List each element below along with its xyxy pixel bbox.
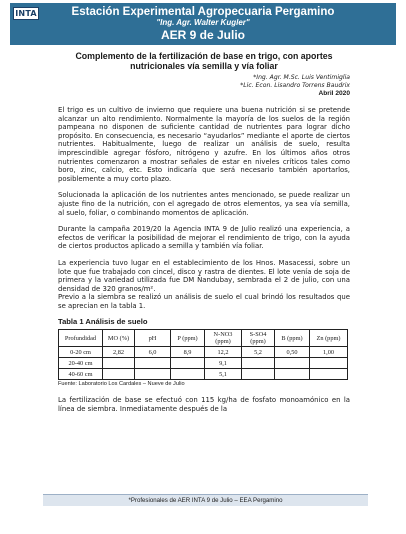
author-2: *Lic. Econ. Lisandro Torrens Baudrix	[240, 82, 350, 89]
table-cell: 5,1	[205, 369, 242, 380]
station-subtitle: "Ing. Agr. Walter Kugler"	[156, 18, 250, 27]
table-cell: 20-40 cm	[59, 358, 103, 369]
table-header-cell: B (ppm)	[275, 330, 310, 347]
table-cell: 0-20 cm	[59, 347, 103, 358]
table-cell	[135, 358, 171, 369]
inta-logo-text: INTA	[15, 9, 37, 18]
table-cell: 9,1	[205, 358, 242, 369]
table-cell	[103, 358, 135, 369]
article-body	[58, 45, 350, 414]
table-cell: 2,82	[103, 347, 135, 358]
table-header-cell: pH	[135, 330, 171, 347]
paragraph-2: Solucionada la aplicación de los nutrientes antes mencionado, se puede realizar un ajuste fino de la nutrición, con el agregado de otros elementos, ya sea vía semilla, al suelo, foliar, o combinando momentos de aplicación.	[58, 191, 350, 217]
author-1: *Ing. Agr. M.Sc. Luis Ventimiglia	[253, 74, 350, 81]
table-cell: 40-60 cm	[59, 369, 103, 380]
paragraph-5: Previo a la siembra se realizó un análisis de suelo el cual brindó los resultados que se aprecian en la tabla 1.	[58, 293, 350, 310]
table-cell	[275, 369, 310, 380]
table-row	[59, 358, 348, 369]
table-row	[59, 347, 348, 358]
station-title: Estación Experimental Agropecuaria Pergamino	[71, 6, 335, 18]
agency-name: AER 9 de Julio	[160, 28, 246, 42]
table-header-cell: P (ppm)	[171, 330, 205, 347]
article-title-line-2: nutricionales vía semilla y vía foliar	[130, 61, 278, 71]
table-cell: 6,0	[135, 347, 171, 358]
table-cell: 0,50	[275, 347, 310, 358]
table-cell	[171, 358, 205, 369]
page-footer: *Profesionales de AER INTA 9 de Julio – EEA Pergamino	[43, 494, 368, 506]
table-cell: 5,2	[242, 347, 275, 358]
paragraph-3: Durante la campaña 2019/20 la Agencia INTA 9 de Julio realizó una experiencia, a efectos de verificar la posibilidad de mejorar el rendimiento de trigo, con la ayuda de ciertos productos aplicado a semilla y también vía foliar.	[58, 225, 350, 251]
table-header-cell: N-NO3 (ppm)	[205, 330, 242, 347]
article-title	[58, 51, 350, 71]
table-row	[59, 369, 348, 380]
soil-analysis-table	[58, 329, 348, 380]
table-cell	[242, 369, 275, 380]
table-title: Tabla 1 Análisis de suelo	[58, 317, 148, 327]
table-header-cell: MO (%)	[103, 330, 135, 347]
table-cell	[275, 358, 310, 369]
table-cell	[135, 369, 171, 380]
page-header	[10, 3, 396, 45]
author-list	[58, 74, 350, 90]
table-header-cell: Profundidad	[59, 330, 103, 347]
table-cell: 8,9	[171, 347, 205, 358]
table-source-note: Fuente: Laboratorio Los Cardales – Nueve de Julio	[58, 381, 185, 388]
paragraph-4: La experiencia tuvo lugar en el establecimiento de los Hnos. Masacessi, sobre un lote que fue trabajado con cincel, disco y rastra de dientes. El lote venía de soja de primera y la variedad utilizada fue DM Ñandubay, sembrada el 2 de julio, con una densidad de 320 granos/m².	[58, 258, 350, 293]
table-cell: 12,2	[205, 347, 242, 358]
table-cell	[310, 369, 348, 380]
table-header-cell: Zn (ppm)	[310, 330, 348, 347]
article-date: Abril 2020	[318, 90, 350, 97]
paragraph-1: El trigo es un cultivo de invierno que requiere una buena nutrición si se pretende alcanzar un alto rendimiento. Normalmente la mayoría de los suelos de la región pampeana no disponen de suficiente cantidad de nutrientes para lograr dicho propósito. En consecuencia, es necesario “ayudarlos” mediante el aporte de ciertos nutrientes. Habitualmente, luego de realizar un análisis de suelo, resulta imprescindible agregar fósforo, nitrógeno y azufre. En los últimos años otros nutrientes comenzaron a mostrar señales de estar en niveles críticos tales como boro, zinc, calcio, etc. Esto indicaría que será necesario también aportarlos, posiblemente a muy corto plazo.	[58, 106, 350, 183]
table-header-row	[59, 330, 348, 347]
table-header-cell: S-SO4 (ppm)	[242, 330, 275, 347]
table-cell	[103, 369, 135, 380]
paragraph-6: La fertilización de base se efectuó con 115 kg/ha de fosfato monoamónico en la línea de siembra. Inmediatamente después de la	[58, 396, 350, 414]
table-cell	[242, 358, 275, 369]
table-cell	[171, 369, 205, 380]
table-cell	[310, 358, 348, 369]
article-title-line-1: Complemento de la fertilización de base en trigo, con aportes	[75, 51, 333, 61]
table-cell: 1,00	[310, 347, 348, 358]
